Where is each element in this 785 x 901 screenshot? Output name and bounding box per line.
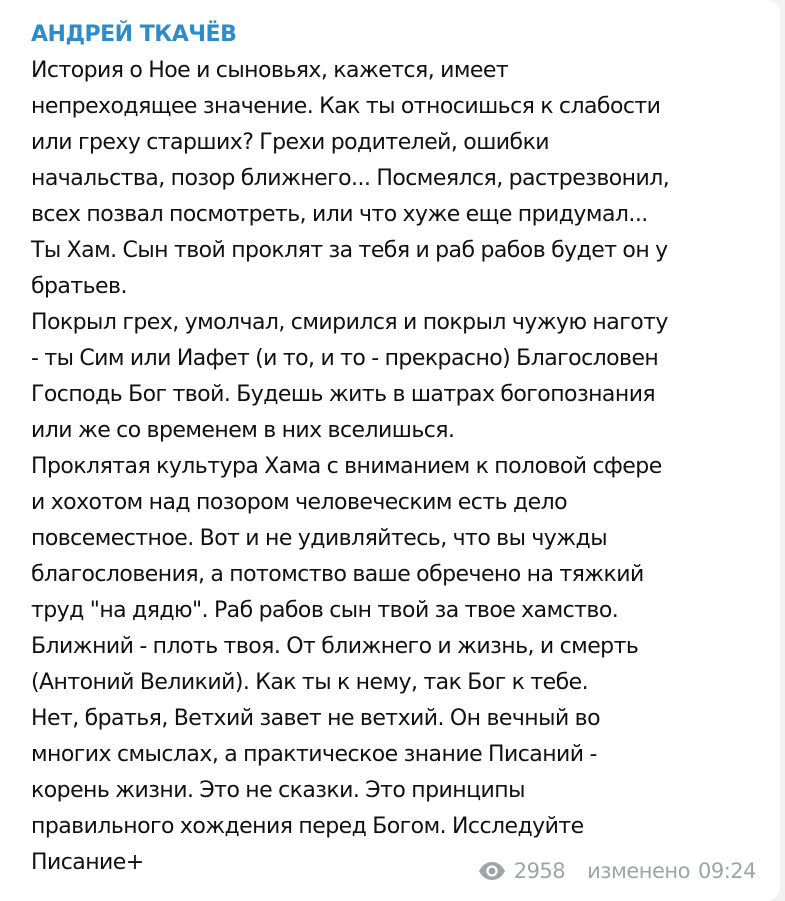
message-line: или греху старших? Грехи родителей, ошибки [31, 130, 550, 155]
message-line: История о Ное и сыновьях, кажется, имеет [31, 58, 509, 83]
message-line: (Антоний Великий). Как ты к нему, так Бог к тебе. [31, 670, 589, 695]
message-line: и хохотом над позором человеческим есть дело [31, 490, 568, 515]
message-line: Проклятая культура Хама с вниманием к половой сфере [31, 454, 662, 479]
message-line: Покрыл грех, умолчал, смирился и покрыл чужую наготу [31, 310, 668, 335]
message-paragraph [31, 449, 766, 629]
message-line: Господь Бог твой. Будешь жить в шатрах богопознания [31, 382, 656, 407]
message-line: или же со временем в них вселишься. [31, 418, 455, 443]
author-name[interactable]: АНДРЕЙ ТКАЧЁВ [31, 22, 237, 47]
message-paragraph [31, 701, 766, 881]
message-line: труд "на дядю". Раб рабов сын твой за твое хамство. [31, 598, 619, 623]
message-line: непреходящее значение. Как ты относишься к слабости [31, 94, 661, 119]
message-paragraph [31, 53, 766, 305]
message-paragraph [31, 305, 766, 449]
message-meta [478, 859, 756, 883]
message-line: всех позвал посмотреть, или что хуже еще придумал... [31, 202, 648, 227]
message-line: Ближний - плоть твоя. От ближнего и жизнь, и смерть [31, 634, 639, 659]
message-line: Писание+ [31, 850, 144, 875]
message-line: правильного хождения перед Богом. Исследуйте [31, 814, 584, 839]
message-line: начальства, позор ближнего... Посмеялся, растрезвонил, [31, 166, 670, 191]
message-line: повсеместное. Вот и не удивляйтесь, что вы чужды [31, 526, 608, 551]
message-line: корень жизни. Это не сказки. Это принципы [31, 778, 525, 803]
message-time: 09:24 [697, 859, 756, 883]
edited-label: изменено [587, 859, 690, 883]
message-line: братьев. [31, 274, 127, 299]
message-line: - ты Сим или Иафет (и то, и то - прекрасно) Благословен [31, 346, 659, 371]
message-line: благословения, а потомство ваше обречено на тяжкий [31, 562, 644, 587]
eye-icon [478, 861, 506, 881]
message-text [31, 53, 766, 881]
message-line: Ты Хам. Сын твой проклят за тебя и раб рабов будет он у [31, 238, 668, 263]
view-count: 2958 [513, 859, 566, 883]
message-line: Нет, братья, Ветхий завет не ветхий. Он вечный во [31, 706, 600, 731]
message-paragraph [31, 629, 766, 701]
message-line: многих смыслах, а практическое знание Писаний - [31, 742, 597, 767]
